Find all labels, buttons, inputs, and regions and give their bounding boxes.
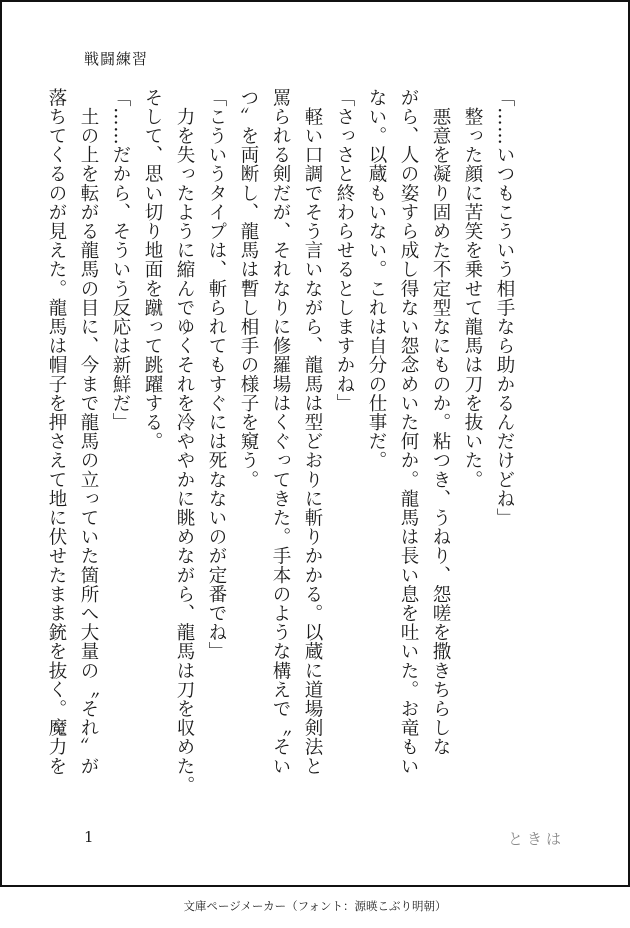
text-line: 落ちてくるのが見えた。龍馬は帽子を押さえて地に伏せたまま銃を抜く。魔力を bbox=[46, 88, 67, 776]
text-line: 土の上を転がる龍馬の目に、今まで龍馬の立っていた箇所へ大量の〝それ〟が bbox=[78, 88, 99, 776]
text-line: 「さっさと終わらせるとしますかね」 bbox=[334, 88, 355, 413]
footer-credit: 文庫ページメーカー（フォント：源暎こぶり明朝） bbox=[183, 899, 447, 913]
text-line: つ〟を両断し、龍馬は暫し相手の様子を窺う。 bbox=[238, 88, 259, 490]
text-line: 整った顔に苦笑を乗せて龍馬は刀を抜いた。 bbox=[462, 88, 483, 490]
text-line: 軽い口調でそう言いながら、龍馬は型どおりに斬りかかる。以蔵に道場剣法と bbox=[302, 88, 323, 776]
text-line: ない。以蔵もいない。これは自分の仕事だ。 bbox=[366, 88, 387, 470]
text-line: そして、思い切り地面を蹴って跳躍する。 bbox=[142, 88, 163, 451]
chapter-title: 戦闘練習 bbox=[84, 50, 149, 68]
text-line: 「こういうタイプは、斬られてもすぐには死なないのが定番でね」 bbox=[206, 88, 227, 661]
text-line: 罵られる剣だが、それなりに修羅場はくぐってきた。手本のような構えで〝そい bbox=[270, 88, 291, 776]
page-number: 1 bbox=[84, 828, 94, 846]
text-line: 「……だから、そういう反応は新鮮だ」 bbox=[110, 88, 131, 432]
text-line: 「……いつもこういう相手なら助かるんだけどね」 bbox=[494, 88, 515, 528]
text-line: 悪意を凝り固めた不定型なにものか。粘つき、うねり、怨嗟を撒きちらしな bbox=[430, 88, 451, 757]
author-name: ときは bbox=[508, 830, 566, 848]
text-line: 力を失ったように縮んでゆくそれを冷ややかに眺めながら、龍馬は刀を収めた。 bbox=[174, 88, 195, 795]
novel-body-text bbox=[40, 88, 520, 795]
text-line: がら、人の姿すら成し得ない怨念めいた何か。龍馬は長い息を吐いた。お竜もい bbox=[398, 88, 419, 776]
